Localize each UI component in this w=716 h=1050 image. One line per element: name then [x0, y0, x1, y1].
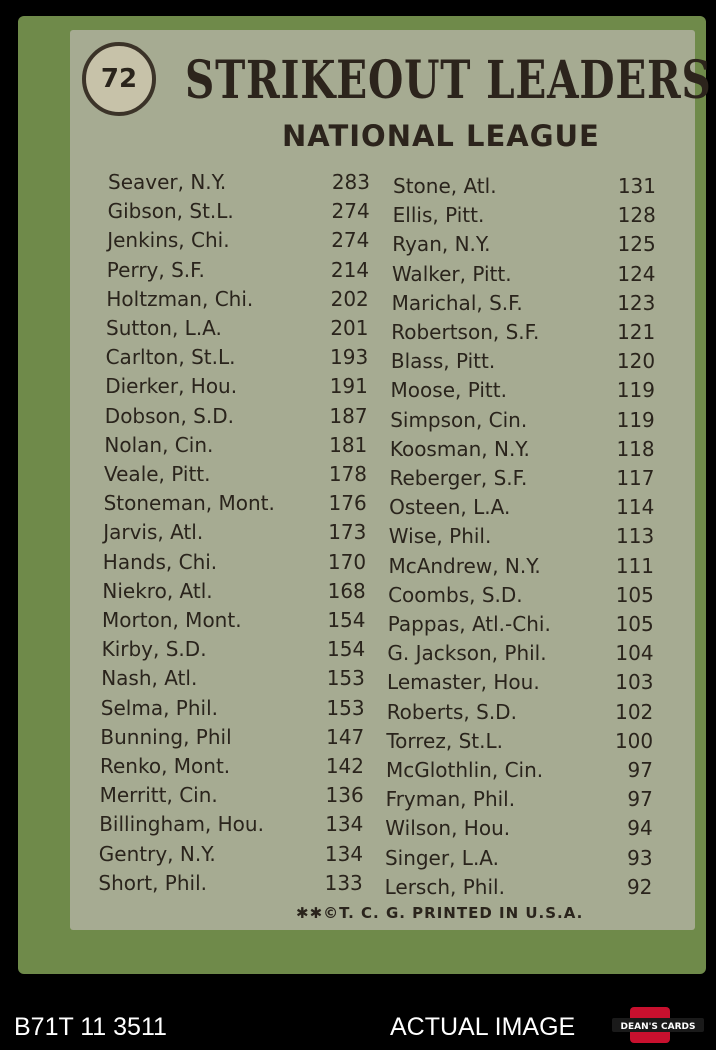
card-subtitle: NATIONAL LEAGUE: [282, 119, 600, 153]
left-strikeout-count: 274: [331, 228, 370, 253]
left-player-name: Stoneman, Mont.: [103, 491, 275, 516]
left-strikeout-count: 170: [327, 549, 367, 574]
left-strikeout-count: 274: [331, 199, 370, 224]
card-number: 72: [100, 64, 138, 94]
card-id-caption: B71T 11 3511: [14, 1013, 167, 1041]
right-strikeout-count: 103: [615, 670, 654, 695]
left-player-name: Seaver, N.Y.: [108, 170, 227, 194]
left-strikeout-count: 202: [330, 286, 369, 311]
left-strikeout-count: 283: [331, 170, 370, 194]
left-player-name: Jenkins, Chi.: [107, 228, 230, 253]
right-strikeout-count: 92: [626, 874, 653, 899]
right-player-name: Lersch, Phil.: [384, 874, 505, 899]
left-strikeout-count: 134: [325, 812, 364, 837]
right-player-name: Osteen, L.A.: [389, 495, 511, 520]
right-player-name: Reberger, S.F.: [389, 466, 528, 490]
right-strikeout-count: 119: [616, 407, 655, 432]
right-player-name: Stone, Atl.: [393, 174, 497, 198]
left-player-name: Niekro, Atl.: [102, 578, 213, 603]
left-player-name: Kirby, S.D.: [101, 637, 207, 662]
left-player-name: Gibson, St.L.: [107, 199, 234, 224]
right-player-name: Pappas, Atl.-Chi.: [387, 612, 551, 636]
right-player-name: Roberts, S.D.: [386, 699, 517, 724]
right-player-name: Ryan, N.Y.: [392, 232, 491, 257]
left-player-name: Sutton, L.A.: [106, 316, 222, 340]
right-player-name: Simpson, Cin.: [390, 407, 528, 432]
left-strikeout-count: 136: [325, 783, 364, 808]
left-player-name: Dobson, S.D.: [104, 403, 234, 428]
left-strikeout-count: 153: [326, 695, 365, 720]
left-strikeout-count: 214: [330, 257, 370, 282]
left-player-name: Hands, Chi.: [102, 549, 218, 574]
left-strikeout-count: 153: [326, 666, 365, 691]
deans-cards-logo: [612, 1005, 704, 1045]
left-player-name: Morton, Mont.: [102, 608, 242, 632]
left-player-name: Renko, Mont.: [100, 754, 231, 778]
left-player-name: Gentry, N.Y.: [98, 841, 216, 866]
right-player-name: Torrez, St.L.: [386, 728, 503, 753]
left-strikeout-count: 178: [328, 462, 367, 486]
right-player-name: G. Jackson, Phil.: [387, 641, 547, 666]
actual-image-caption: ACTUAL IMAGE: [390, 1013, 576, 1041]
right-player-name: McAndrew, N.Y.: [388, 553, 541, 578]
right-strikeout-count: 105: [615, 612, 654, 636]
card-title: STRIKEOUT LEADERS: [185, 50, 712, 111]
left-strikeout-count: 187: [329, 403, 368, 428]
left-player-name: Perry, S.F.: [106, 257, 205, 282]
left-player-name: Carlton, St.L.: [105, 345, 236, 370]
right-player-name: Robertson, S.F.: [391, 320, 540, 344]
left-player-name: Merritt, Cin.: [99, 783, 218, 808]
right-strikeout-count: 97: [627, 787, 653, 812]
right-player-name: Ellis, Pitt.: [392, 203, 485, 228]
right-player-name: Walker, Pitt.: [391, 261, 512, 286]
logo-text: DEAN'S CARDS: [620, 1022, 696, 1032]
left-strikeout-count: 181: [329, 432, 368, 457]
left-player-name: Billingham, Hou.: [99, 812, 264, 837]
left-player-name: Short, Phil.: [98, 870, 207, 895]
right-strikeout-count: 123: [617, 290, 656, 315]
copyright-note: ✱✱©T. C. G. PRINTED IN U.S.A.: [296, 904, 584, 922]
left-player-name: Jarvis, Atl.: [103, 520, 204, 545]
right-player-name: McGlothlin, Cin.: [386, 758, 544, 782]
left-strikeout-count: 201: [330, 316, 369, 340]
right-strikeout-count: 114: [616, 495, 655, 520]
right-strikeout-count: 120: [616, 349, 656, 374]
right-strikeout-count: 93: [627, 845, 653, 870]
left-strikeout-count: 168: [327, 578, 366, 603]
right-strikeout-count: 97: [627, 758, 653, 782]
left-strikeout-count: 142: [325, 754, 364, 778]
right-player-name: Wise, Phil.: [388, 524, 492, 549]
left-strikeout-count: 147: [326, 724, 365, 749]
right-player-name: Fryman, Phil.: [385, 787, 516, 812]
right-player-name: Wilson, Hou.: [385, 816, 511, 841]
left-player-name: Nash, Atl.: [101, 666, 198, 691]
right-strikeout-count: 94: [627, 816, 653, 841]
left-player-name: Bunning, Phil: [100, 724, 232, 749]
right-player-name: Lemaster, Hou.: [387, 670, 540, 695]
left-strikeout-count: 193: [330, 345, 369, 370]
right-strikeout-count: 111: [615, 553, 655, 578]
left-strikeout-count: 154: [327, 637, 366, 662]
left-strikeout-count: 133: [324, 870, 363, 895]
right-player-name: Singer, L.A.: [384, 845, 499, 870]
right-strikeout-count: 121: [617, 320, 656, 344]
right-strikeout-count: 119: [616, 378, 655, 403]
right-player-name: Marichal, S.F.: [391, 290, 523, 315]
right-strikeout-count: 104: [615, 641, 654, 666]
left-strikeout-count: 176: [328, 491, 367, 516]
right-strikeout-count: 124: [617, 261, 656, 286]
left-strikeout-count: 173: [328, 520, 367, 545]
right-player-name: Coombs, S.D.: [388, 582, 523, 607]
right-strikeout-count: 113: [616, 524, 655, 549]
left-player-name: Veale, Pitt.: [104, 462, 211, 486]
right-player-name: Koosman, N.Y.: [389, 436, 530, 461]
right-player-name: Blass, Pitt.: [390, 349, 496, 374]
right-strikeout-count: 128: [617, 203, 656, 228]
right-player-name: Moose, Pitt.: [390, 378, 507, 403]
left-player-name: Holtzman, Chi.: [106, 286, 254, 311]
left-player-name: Nolan, Cin.: [104, 432, 214, 457]
left-strikeout-count: 134: [324, 841, 364, 866]
left-player-name: Dierker, Hou.: [105, 374, 238, 399]
left-strikeout-count: 191: [329, 374, 368, 399]
left-strikeout-count: 154: [327, 608, 366, 632]
right-strikeout-count: 100: [614, 728, 654, 753]
right-strikeout-count: 131: [617, 174, 656, 198]
right-strikeout-count: 118: [616, 436, 655, 461]
right-strikeout-count: 102: [615, 699, 654, 724]
right-strikeout-count: 117: [616, 466, 655, 490]
right-strikeout-count: 105: [615, 582, 654, 607]
right-strikeout-count: 125: [617, 232, 656, 257]
left-player-name: Selma, Phil.: [100, 695, 219, 720]
card-number-badge: [82, 42, 156, 116]
